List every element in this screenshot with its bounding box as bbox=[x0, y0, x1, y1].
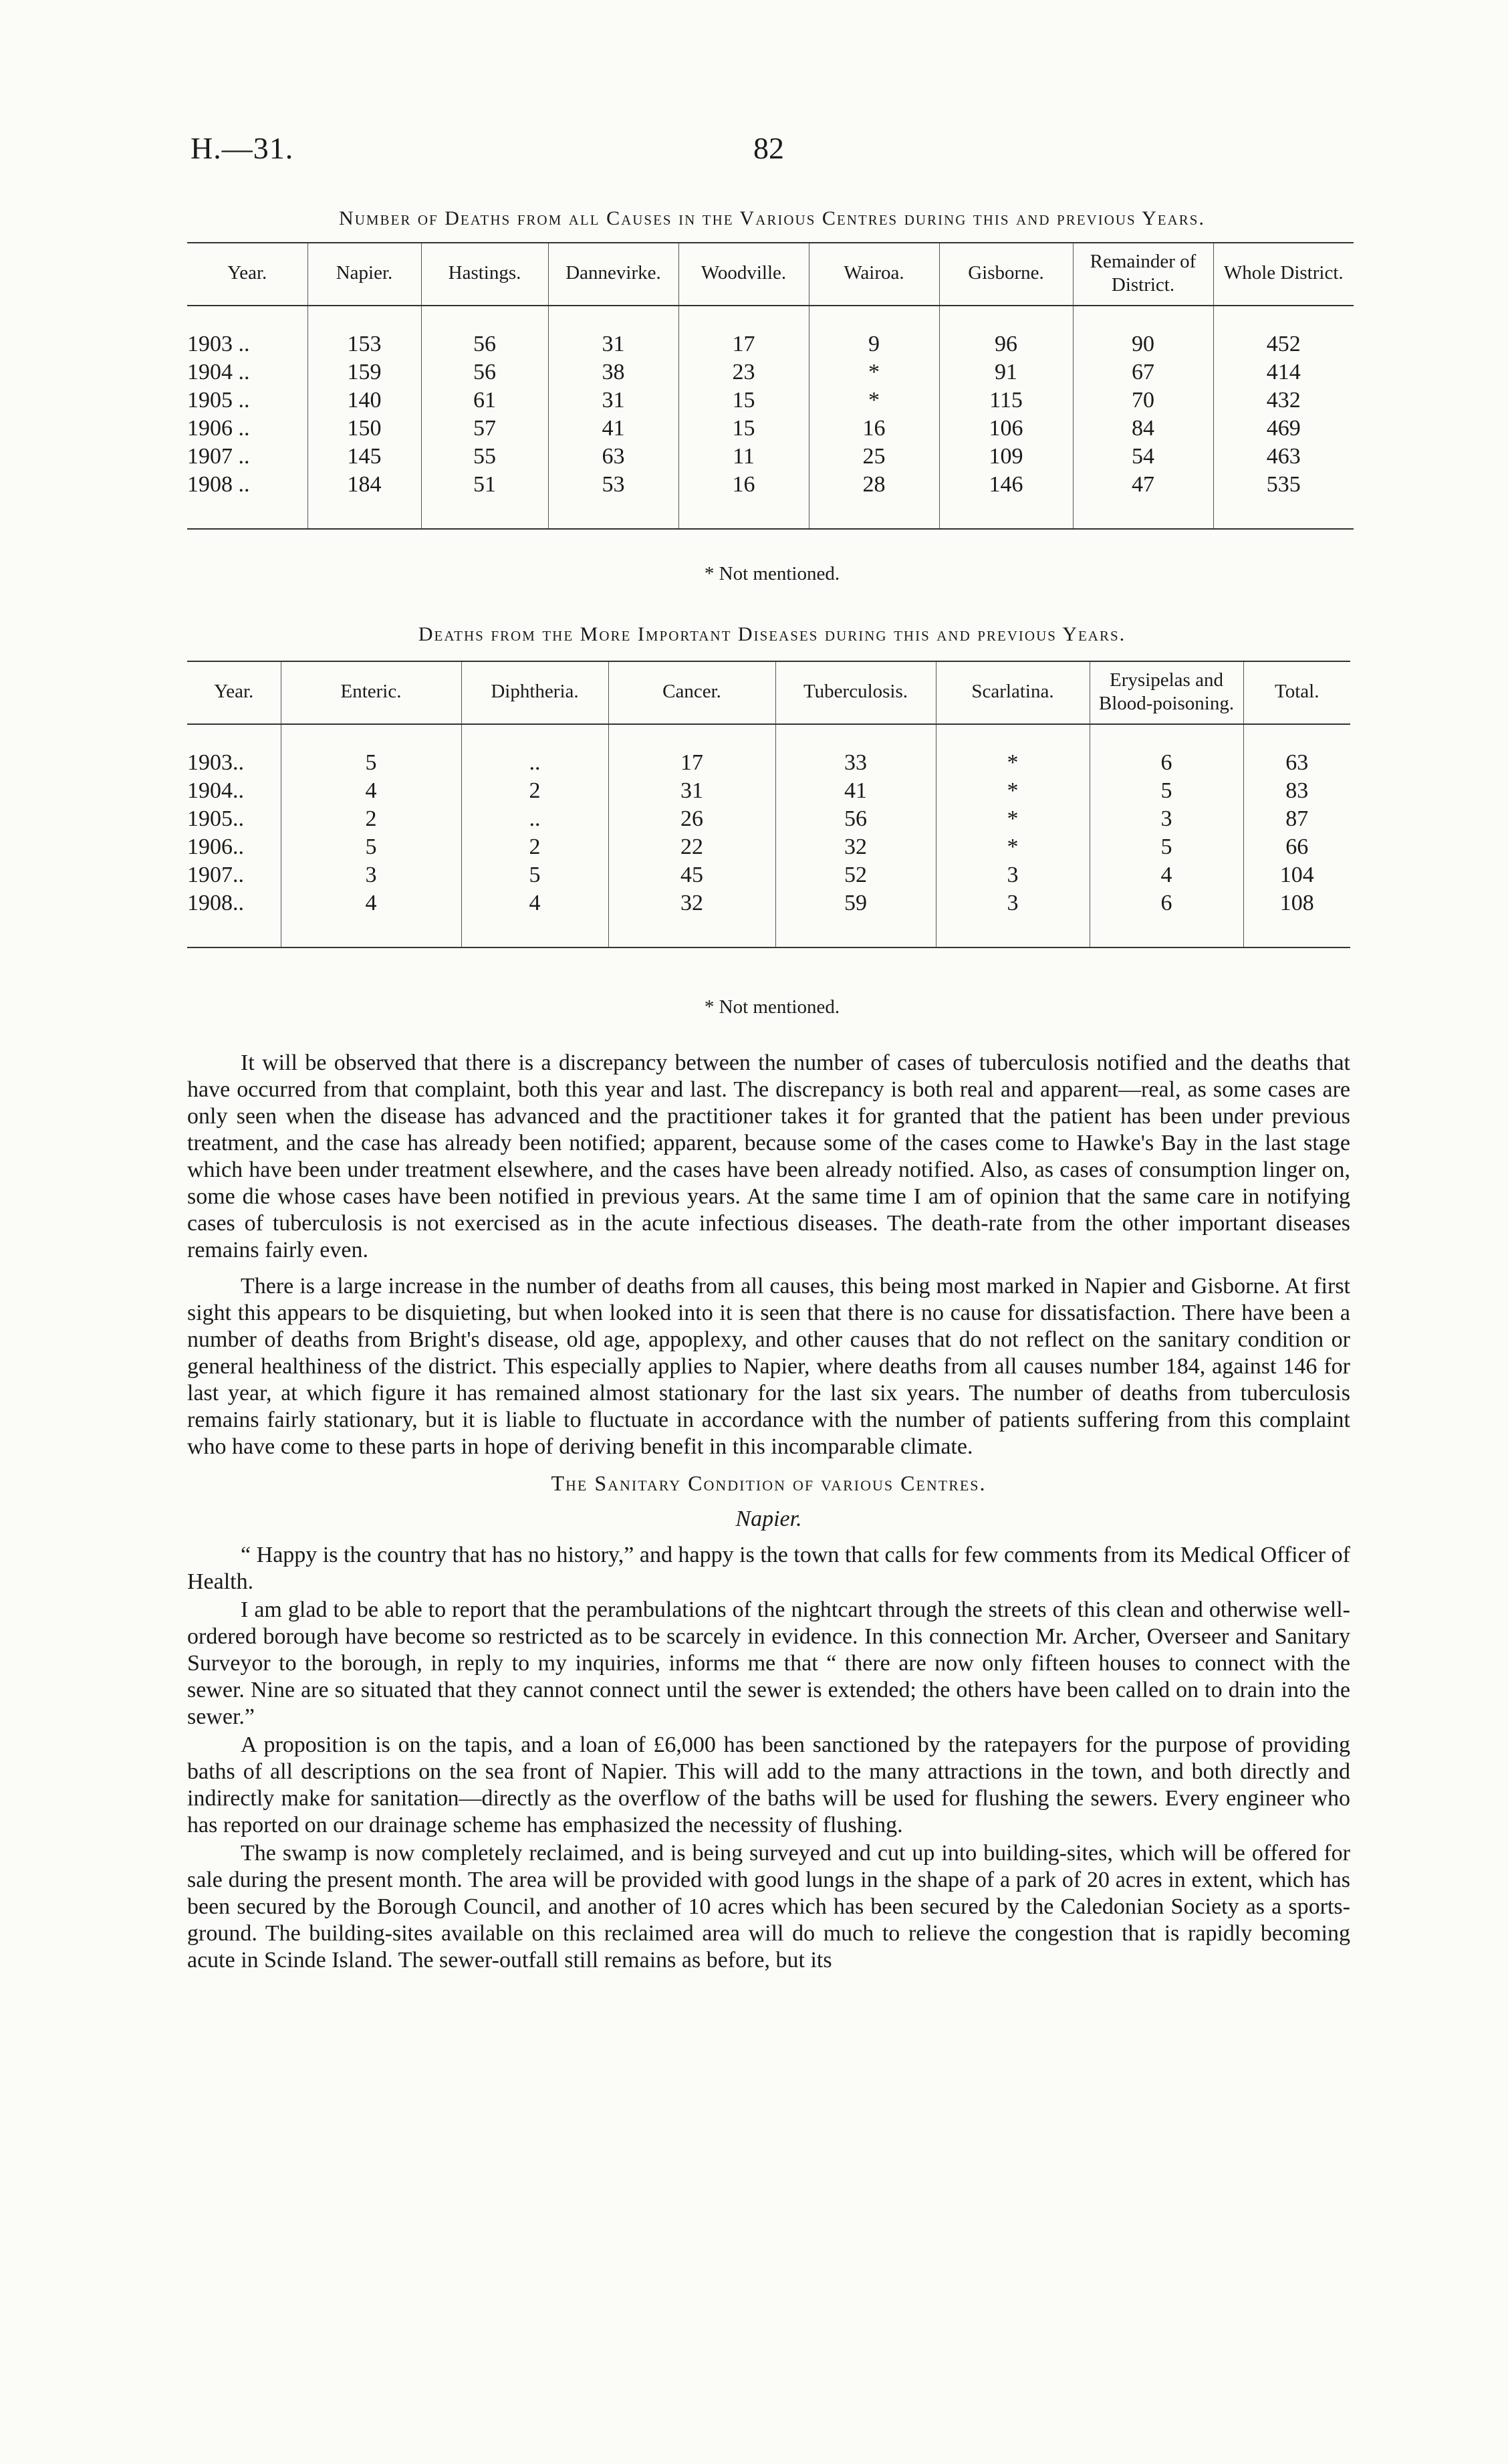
table-cell: 70 bbox=[1073, 386, 1213, 415]
table-cell: 25 bbox=[809, 443, 939, 471]
table-cell: 23 bbox=[678, 358, 809, 386]
table-cell: 3 bbox=[936, 861, 1090, 889]
table-cell: 452 bbox=[1213, 306, 1354, 358]
table1-footnote: * Not mentioned. bbox=[704, 563, 840, 584]
table-row bbox=[187, 415, 1354, 443]
table-cell: 16 bbox=[809, 415, 939, 443]
table-row bbox=[187, 861, 1350, 889]
table-cell: 104 bbox=[1243, 861, 1350, 889]
year-cell: 1908 .. bbox=[187, 471, 250, 497]
table1-header-row bbox=[187, 243, 1354, 306]
table-cell: 9 bbox=[809, 306, 939, 358]
column-header: Erysipelas and Blood-poisoning. bbox=[1090, 661, 1243, 724]
table-cell: 91 bbox=[939, 358, 1073, 386]
year-cell: 1903 .. bbox=[187, 331, 250, 356]
table-cell: 32 bbox=[608, 889, 775, 947]
table2-title: Deaths from the More Important Diseases during this and previous Years. bbox=[418, 623, 1126, 645]
table-cell: 51 bbox=[421, 471, 548, 529]
column-header: Whole District. bbox=[1213, 243, 1354, 306]
table-cell: 47 bbox=[1073, 471, 1213, 529]
table-cell: * bbox=[936, 777, 1090, 805]
table-cell: 84 bbox=[1073, 415, 1213, 443]
table-row bbox=[187, 306, 1354, 358]
column-header: Dannevirke. bbox=[548, 243, 678, 306]
table-row bbox=[187, 443, 1354, 471]
year-cell: 1905 .. bbox=[187, 387, 250, 413]
table-cell: 56 bbox=[421, 358, 548, 386]
table-cell: 15 bbox=[678, 415, 809, 443]
table-cell: 5 bbox=[1090, 833, 1243, 861]
table-cell: 108 bbox=[1243, 889, 1350, 947]
column-header: Cancer. bbox=[608, 661, 775, 724]
table-cell: 535 bbox=[1213, 471, 1354, 529]
table-cell: 90 bbox=[1073, 306, 1213, 358]
column-header: Enteric. bbox=[281, 661, 461, 724]
table-cell: 56 bbox=[775, 805, 936, 833]
table-cell: 28 bbox=[809, 471, 939, 529]
table-cell: 41 bbox=[775, 777, 936, 805]
column-header: Year. bbox=[187, 243, 307, 306]
table-cell: * bbox=[809, 386, 939, 415]
table-cell: * bbox=[936, 805, 1090, 833]
page-number: 82 bbox=[753, 131, 784, 165]
table-row bbox=[187, 889, 1350, 947]
year-cell: 1907 .. bbox=[187, 443, 250, 469]
table-cell: 2 bbox=[461, 777, 608, 805]
table-cell: 106 bbox=[939, 415, 1073, 443]
table-cell: 22 bbox=[608, 833, 775, 861]
table-cell: 2 bbox=[461, 833, 608, 861]
table-cell: 83 bbox=[1243, 777, 1350, 805]
year-cell: 1903.. bbox=[187, 750, 244, 775]
table-cell: 61 bbox=[421, 386, 548, 415]
column-header: Remainder of District. bbox=[1073, 243, 1213, 306]
table-cell: 3 bbox=[281, 861, 461, 889]
table-cell: 140 bbox=[307, 386, 421, 415]
column-header: Diphtheria. bbox=[461, 661, 608, 724]
body-text bbox=[187, 1050, 1350, 1975]
table-cell: 63 bbox=[1243, 724, 1350, 777]
column-header: Gisborne. bbox=[939, 243, 1073, 306]
table-cell: 66 bbox=[1243, 833, 1350, 861]
table-cell: 33 bbox=[775, 724, 936, 777]
table-cell: 6 bbox=[1090, 724, 1243, 777]
table-cell: 184 bbox=[307, 471, 421, 529]
column-header: Hastings. bbox=[421, 243, 548, 306]
table-cell: .. bbox=[461, 805, 608, 833]
table-cell: 38 bbox=[548, 358, 678, 386]
table-cell: 463 bbox=[1213, 443, 1354, 471]
table-row bbox=[187, 724, 1350, 777]
table-cell: 432 bbox=[1213, 386, 1354, 415]
table-cell: 87 bbox=[1243, 805, 1350, 833]
table-cell: 17 bbox=[608, 724, 775, 777]
table-cell: 5 bbox=[281, 833, 461, 861]
paragraph: I am glad to be able to report that the perambulations of the nightcart through the streets of this clean and otherwise well-ordered borough have become so restricted as to be scarcely in evidence. In this connection Mr. Archer, Overseer and Sanitary Surveyor to the borough, in reply to my inquiries, informs me that “ there are now only fifteen houses to connect with the sewer. Nine are so situated that they cannot connect until the sewer is extended; the others have been called on to drain into the sewer.” bbox=[187, 1597, 1350, 1729]
table-row bbox=[187, 805, 1350, 833]
table-cell: 153 bbox=[307, 306, 421, 358]
table-cell: 4 bbox=[281, 777, 461, 805]
column-header: Scarlatina. bbox=[936, 661, 1090, 724]
table2-footnote: * Not mentioned. bbox=[704, 996, 840, 1018]
paragraph: It will be observed that there is a discrepancy between the number of cases of tuberculosis notified and the deaths that have occurred from that complaint, both this year and last. The discrepancy is both real and apparent—real, as some cases are only seen when the disease has advanced and the practitioner takes it for granted that the patient has been under previous treatment, and the case has already been notified; apparent, because some of the cases come to Hawke's Bay in the last stage which have been under treatment elsewhere, and the cases have been already notified. Also, as cases of consumption linger on, some die whose cases have been notified in previous years. At the same time I am of opinion that the same care in notifying cases of tuberculosis is not exercised as in the acute infectious diseases. The death-rate from the other important diseases remains fairly even. bbox=[187, 1050, 1350, 1262]
table-cell: 414 bbox=[1213, 358, 1354, 386]
table-cell: 3 bbox=[1090, 805, 1243, 833]
paragraph: A proposition is on the tapis, and a loan of £6,000 has been sanctioned by the ratepayers for the purpose of providing baths of all descriptions on the sea front of Napier. This will add to the many attractions in the town, and both directly and indirectly make for sanitation—directly as the overflow of the baths will be used for flushing the sewers. Every engineer who has reported on our drainage scheme has emphasized the necessity of flushing. bbox=[187, 1732, 1350, 1837]
column-header: Napier. bbox=[307, 243, 421, 306]
table-cell: 4 bbox=[281, 889, 461, 947]
table-cell: 67 bbox=[1073, 358, 1213, 386]
table-cell: 3 bbox=[936, 889, 1090, 947]
table-cell: 55 bbox=[421, 443, 548, 471]
table-cell: 159 bbox=[307, 358, 421, 386]
year-cell: 1904 .. bbox=[187, 359, 250, 384]
year-cell: 1905.. bbox=[187, 806, 244, 831]
table-cell: 469 bbox=[1213, 415, 1354, 443]
table-cell: 26 bbox=[608, 805, 775, 833]
table-cell: 145 bbox=[307, 443, 421, 471]
column-header: Wairoa. bbox=[809, 243, 939, 306]
table-cell: 52 bbox=[775, 861, 936, 889]
table-cell: 5 bbox=[1090, 777, 1243, 805]
section-title: The Sanitary Condition of various Centres. bbox=[551, 1471, 987, 1495]
table-cell: 11 bbox=[678, 443, 809, 471]
paragraph: “ Happy is the country that has no history,” and happy is the town that calls for few comments from its Medical Officer of Health. bbox=[187, 1543, 1350, 1594]
table-cell: 17 bbox=[678, 306, 809, 358]
table-row bbox=[187, 386, 1354, 415]
column-header: Woodville. bbox=[678, 243, 809, 306]
table-row bbox=[187, 358, 1354, 386]
table-cell: 2 bbox=[281, 805, 461, 833]
year-cell: 1907.. bbox=[187, 862, 244, 887]
table-cell: 96 bbox=[939, 306, 1073, 358]
table-cell: 4 bbox=[461, 889, 608, 947]
deaths-important-diseases-table bbox=[187, 661, 1350, 948]
table-cell: 41 bbox=[548, 415, 678, 443]
paragraph: There is a large increase in the number of deaths from all causes, this being most marked in Napier and Gisborne. At first sight this appears to be disquieting, but when looked into it is seen that there is no cause for dissatisfaction. There have been a number of deaths from Bright's disease, old age, appoplexy, and other causes that do not reflect on the sanitary condition or general healthiness of the district. This especially applies to Napier, where deaths from all causes number 184, against 146 for last year, at which figure it has remained almost stationary for the last six years. The number of deaths from tuberculosis remains fairly stationary, but it is liable to fluctuate in accordance with the number of patients suffering from this complaint who have come to these parts in hope of deriving benefit in this incomparable climate. bbox=[187, 1274, 1350, 1459]
table-cell: 146 bbox=[939, 471, 1073, 529]
table-cell: * bbox=[936, 833, 1090, 861]
table-cell: * bbox=[936, 724, 1090, 777]
table-cell: 5 bbox=[281, 724, 461, 777]
column-header: Tuberculosis. bbox=[775, 661, 936, 724]
table1-title: Number of Deaths from all Causes in the Various Centres during this and previous Years. bbox=[339, 207, 1205, 229]
table-cell: 32 bbox=[775, 833, 936, 861]
table-cell: 31 bbox=[548, 306, 678, 358]
table-cell: 4 bbox=[1090, 861, 1243, 889]
year-cell: 1906 .. bbox=[187, 415, 250, 441]
table-cell: 16 bbox=[678, 471, 809, 529]
table-cell: * bbox=[809, 358, 939, 386]
table-cell: 115 bbox=[939, 386, 1073, 415]
table-cell: 31 bbox=[548, 386, 678, 415]
table-cell: 57 bbox=[421, 415, 548, 443]
paragraph: The swamp is now completely reclaimed, and is being surveyed and cut up into building-sites, which will be offered for sale during the present month. The area will be provided with good lungs in the shape of a park of 20 acres in extent, which has been secured by the Borough Council, and another of 10 acres which has been secured by the Caledonian Society as a sports-ground. The building-sites available on this reclaimed area will do much to relieve the congestion that is rapidly becoming acute in Scinde Island. The sewer-outfall still remains as before, but its bbox=[187, 1841, 1350, 1973]
table2-header-row bbox=[187, 661, 1350, 724]
table-cell: 15 bbox=[678, 386, 809, 415]
table-row bbox=[187, 471, 1354, 529]
report-code: H.—31. bbox=[191, 131, 294, 165]
deaths-all-causes-table bbox=[187, 242, 1354, 530]
table-cell: 56 bbox=[421, 306, 548, 358]
column-header: Total. bbox=[1243, 661, 1350, 724]
subsection-title: Napier. bbox=[735, 1506, 802, 1531]
table-cell: 54 bbox=[1073, 443, 1213, 471]
table-cell: 53 bbox=[548, 471, 678, 529]
table-cell: 59 bbox=[775, 889, 936, 947]
table-cell: 45 bbox=[608, 861, 775, 889]
year-cell: 1906.. bbox=[187, 834, 244, 859]
table-cell: 109 bbox=[939, 443, 1073, 471]
year-cell: 1908.. bbox=[187, 890, 244, 915]
table-cell: 150 bbox=[307, 415, 421, 443]
column-header: Year. bbox=[187, 661, 281, 724]
table-row bbox=[187, 777, 1350, 805]
table-cell: 6 bbox=[1090, 889, 1243, 947]
table-cell: 5 bbox=[461, 861, 608, 889]
table-cell: .. bbox=[461, 724, 608, 777]
table-cell: 63 bbox=[548, 443, 678, 471]
table-cell: 31 bbox=[608, 777, 775, 805]
table-row bbox=[187, 833, 1350, 861]
year-cell: 1904.. bbox=[187, 778, 244, 803]
